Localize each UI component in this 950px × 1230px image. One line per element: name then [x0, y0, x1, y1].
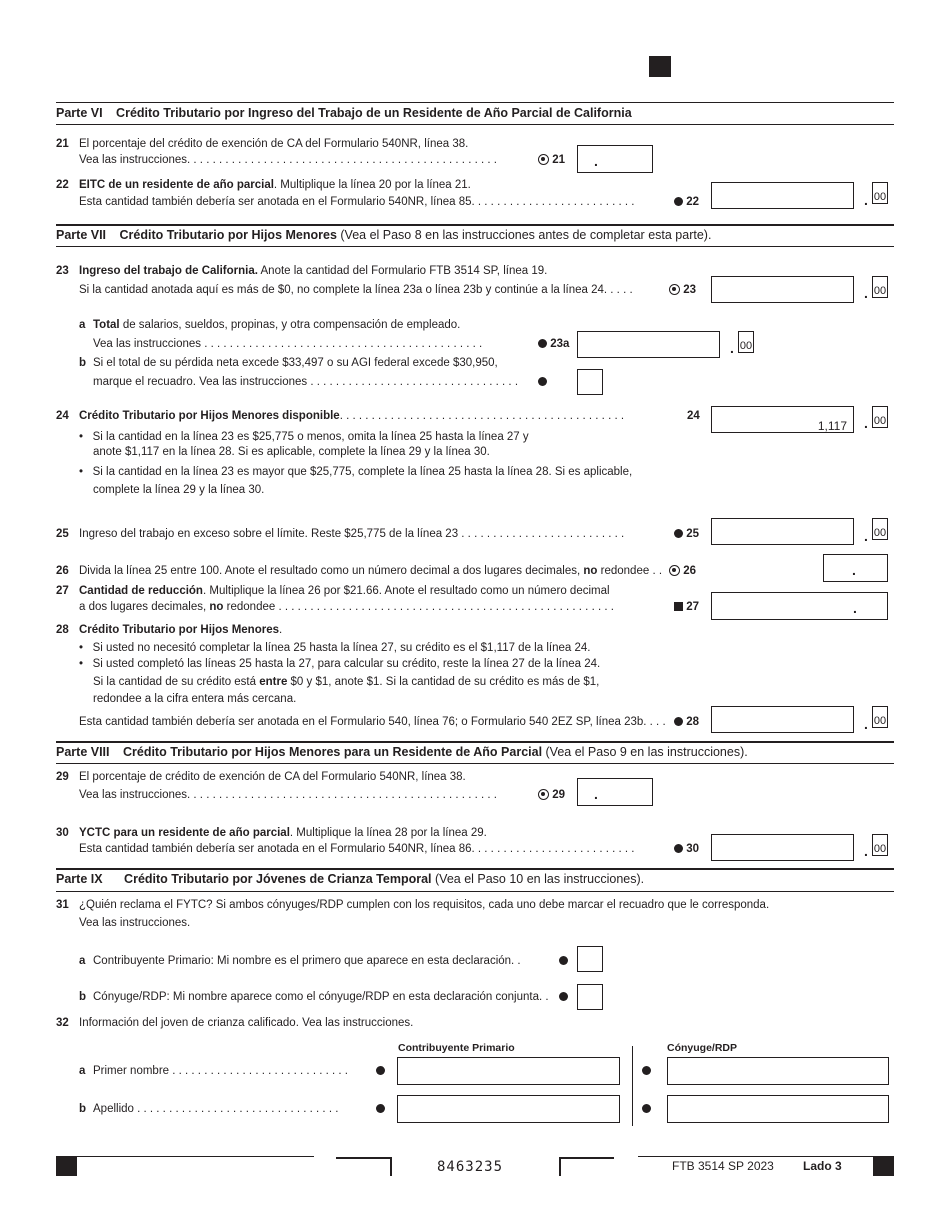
- line-23-input[interactable]: [711, 276, 854, 303]
- line-25-cents: 00: [872, 518, 888, 540]
- line-31-number: 31: [56, 899, 69, 911]
- divider: [56, 246, 894, 247]
- line-28-number: 28: [56, 624, 69, 636]
- target-icon: [538, 154, 549, 165]
- line-26-text: Divida la línea 25 entre 100. Anote el resultado como un número decimal a dos lugares decimales, no redondee . .: [79, 565, 663, 577]
- column-header-spouse: Cónyuge/RDP: [667, 1042, 738, 1054]
- bullet-icon: [674, 529, 683, 538]
- column-divider: [632, 1046, 633, 1126]
- line-22-text1: EITC de un residente de año parcial. Multiplique la línea 20 por la línea 21.: [79, 179, 471, 191]
- line-21-number: 21: [56, 138, 69, 150]
- line-23a-letter: a: [79, 319, 86, 331]
- line-23-text1: Ingreso del trabajo de California. Anote la cantidad del Formulario FTB 3514 SP, línea 19.: [79, 265, 548, 277]
- line-32-text: Información del joven de crianza calificado. Vea las instrucciones.: [79, 1017, 414, 1029]
- line-30-ref: 30: [674, 843, 699, 855]
- line-23-ref: 23: [669, 284, 696, 296]
- line-31-text1: ¿Quién reclama el FYTC? Si ambos cónyuges/RDP cumplen con los requisitos, cada uno debe marcar el recuadro que le corresponda.: [79, 899, 770, 911]
- part8-title: Crédito Tributario por Hijos Menores para un Residente de Año Parcial: [122, 745, 543, 759]
- line-23b-checkbox[interactable]: [577, 369, 603, 395]
- registration-mark: [649, 56, 671, 77]
- decimal-point: .: [852, 562, 856, 578]
- line-32a-text: Primer nombre . . . . . . . . . . . . . . . . . . . . . . . . . . . .: [93, 1065, 348, 1077]
- line-31a-text: Contribuyente Primario: Mi nombre es el primero que aparece en esta declaración. .: [93, 955, 521, 967]
- line-23a-input[interactable]: [577, 331, 720, 358]
- line-22-input[interactable]: [711, 182, 854, 209]
- line-31-text2: Vea las instrucciones.: [79, 917, 191, 929]
- divider: [56, 102, 894, 103]
- line-32b-bullet-spouse: [642, 1103, 651, 1115]
- line-30-text2: Esta cantidad también debería ser anotada en el Formulario 540NR, línea 86. . . . . . . . . . . . . . . . . . . . . . . . . .: [79, 843, 635, 855]
- line-26-number: 26: [56, 565, 69, 577]
- primary-last-name-input[interactable]: [397, 1095, 620, 1123]
- part8-label: Parte VIII: [56, 745, 110, 759]
- line-31a-bullet: [559, 955, 568, 967]
- line-31b-text: Cónyuge/RDP: Mi nombre aparece como el cónyuge/RDP en esta declaración conjunta. .: [93, 991, 549, 1003]
- line-23b-text2: marque el recuadro. Vea las instrucciones . . . . . . . . . . . . . . . . . . . . . . . . . . . . . . . . .: [93, 376, 519, 388]
- target-icon: [669, 284, 680, 295]
- footer-rule: [559, 1157, 614, 1159]
- part9-header: [56, 872, 644, 886]
- page-side: Lado 3: [803, 1159, 842, 1173]
- bullet-icon: [674, 844, 683, 853]
- bullet-icon: [642, 1066, 651, 1075]
- line-25-text: Ingreso del trabajo en exceso sobre el límite. Reste $25,775 de la línea 23 . . . . . . . . . . . . . . . . . . . . . . . . . .: [79, 528, 625, 540]
- barcode-number: 8463235: [437, 1159, 504, 1175]
- line-29-ref: 29: [538, 789, 565, 801]
- line-28-bullet2: • Si usted completó las líneas 25 hasta la 27, para calcular su crédito, reste la línea 27 de la línea 24.: [79, 658, 601, 670]
- line-23a-ref: 23a: [538, 338, 569, 350]
- line-21-text2: Vea las instrucciones. . . . . . . . . . . . . . . . . . . . . . . . . . . . . . . . . . . . . . . . . . . . . . . . .: [79, 154, 497, 166]
- line-21-ref: 21: [538, 154, 565, 166]
- line-29-text1: El porcentaje de crédito de exención de CA del Formulario 540NR, línea 38.: [79, 771, 466, 783]
- line-31b-checkbox[interactable]: [577, 984, 603, 1010]
- footer-bracket: [559, 1157, 561, 1176]
- footer-rule: [638, 1156, 894, 1157]
- bullet-icon: [674, 197, 683, 206]
- part8-note: (Vea el Paso 9 en las instrucciones).: [542, 745, 748, 759]
- line-23b-bullet: [538, 376, 547, 388]
- target-icon: [669, 565, 680, 576]
- target-icon: [538, 789, 549, 800]
- line-30-input[interactable]: [711, 834, 854, 861]
- line-21-text1: El porcentaje del crédito de exención de CA del Formulario 540NR, línea 38.: [79, 138, 469, 150]
- line-28-bullet2c: Si la cantidad de su crédito está entre $0 y $1, anote $1. Si la cantidad de su crédito es más de $1,: [93, 676, 600, 688]
- line-24-cents: 00: [872, 406, 888, 428]
- line-27-number: 27: [56, 585, 69, 597]
- line-23b-letter: b: [79, 357, 87, 369]
- footer-rule: [56, 1156, 314, 1157]
- line-30-number: 30: [56, 827, 69, 839]
- line-29-input[interactable]: [577, 778, 653, 806]
- part9-title: Crédito Tributario por Jóvenes de Crianza Temporal: [124, 872, 432, 886]
- line-24-value-box[interactable]: [711, 406, 854, 433]
- line-32-number: 32: [56, 1017, 69, 1029]
- part6-label: Parte VI: [56, 106, 103, 120]
- line-23a-text1: Total de salarios, sueldos, propinas, y otra compensación de empleado.: [93, 319, 461, 331]
- line-24-bullet1: • Si la cantidad en la línea 23 es $25,775 o menos, omita la línea 25 hasta la línea 27 y: [79, 431, 529, 443]
- line-25-ref: 25: [674, 528, 699, 540]
- part9-label: Parte IX: [56, 872, 103, 886]
- line-23a-text2: Vea las instrucciones . . . . . . . . . . . . . . . . . . . . . . . . . . . . . . . . . . . . . . . . . . . .: [93, 338, 483, 350]
- line-24-text: Crédito Tributario por Hijos Menores disponible. . . . . . . . . . . . . . . . . . . . . . . . . . . . . . . . . . . . . . . . . . . . .: [79, 410, 625, 422]
- line-21-input[interactable]: [577, 145, 653, 173]
- decimal-point: .: [594, 153, 598, 169]
- column-header-primary: Contribuyente Primario: [398, 1042, 515, 1054]
- line-31a-checkbox[interactable]: [577, 946, 603, 972]
- line-23a-cents: 00: [738, 331, 754, 353]
- bullet-icon: [376, 1066, 385, 1075]
- line-29-number: 29: [56, 771, 69, 783]
- bullet-icon: [674, 717, 683, 726]
- part7-title: Crédito Tributario por Hijos Menores: [119, 228, 337, 242]
- decimal-point: .: [864, 285, 868, 301]
- line-24-ref: 24: [687, 410, 700, 422]
- registration-mark: [56, 1156, 77, 1176]
- line-24-number: 24: [56, 410, 69, 422]
- divider: [56, 891, 894, 892]
- line-32a-bullet: [376, 1065, 385, 1077]
- line-23-cents: 00: [872, 276, 888, 298]
- bullet-icon: [559, 956, 568, 965]
- decimal-point: .: [864, 192, 868, 208]
- decimal-point: .: [864, 716, 868, 732]
- line-27-text2: a dos lugares decimales, no redondee . . . . . . . . . . . . . . . . . . . . . . . . . . . . . . . . . . . . . . . . . . . . . . . . . . . . .: [79, 601, 614, 613]
- line-28-text: Esta cantidad también debería ser anotada en el Formulario 540, línea 76; o Formulario 540 2EZ SP, línea 23b. . . .: [79, 716, 666, 728]
- bullet-icon: [538, 339, 547, 348]
- line-25-number: 25: [56, 528, 69, 540]
- part6-header: [56, 106, 632, 120]
- line-31a-letter: a: [79, 955, 86, 967]
- divider: [56, 763, 894, 764]
- line-23b-text1: Si el total de su pérdida neta excede $33,497 o su AGI federal excede $30,950,: [93, 357, 498, 369]
- divider: [56, 868, 894, 870]
- line-30-text1: YCTC para un residente de año parcial. Multiplique la línea 28 por la línea 29.: [79, 827, 487, 839]
- bullet-icon: [559, 992, 568, 1001]
- registration-mark: [873, 1156, 894, 1176]
- decimal-point: .: [864, 528, 868, 544]
- part8-header: [56, 745, 748, 759]
- footer-bracket: [390, 1157, 392, 1176]
- decimal-point: .: [864, 415, 868, 431]
- form-id: FTB 3514 SP 2023: [672, 1159, 774, 1173]
- line-29-text2: Vea las instrucciones. . . . . . . . . . . . . . . . . . . . . . . . . . . . . . . . . . . . . . . . . . . . . . . . .: [79, 789, 497, 801]
- line-31b-bullet: [559, 991, 568, 1003]
- line-24-value: 1,117: [817, 419, 847, 433]
- line-32a-letter: a: [79, 1065, 86, 1077]
- line-25-input[interactable]: [711, 518, 854, 545]
- line-24-bullet2b: complete la línea 29 y la línea 30.: [93, 484, 265, 496]
- line-24-bullet2: • Si la cantidad en la línea 23 es mayor que $25,775, complete la línea 25 hasta la línea 28. Si es aplicable,: [79, 466, 633, 478]
- line-27-text1: Cantidad de reducción. Multiplique la línea 26 por $21.66. Anote el resultado como un número decimal: [79, 585, 610, 597]
- line-28-cents: 00: [872, 706, 888, 728]
- decimal-point: .: [730, 340, 734, 356]
- line-28-input[interactable]: [711, 706, 854, 733]
- line-31b-letter: b: [79, 991, 87, 1003]
- part9-note: (Vea el Paso 10 en las instrucciones).: [431, 872, 645, 886]
- part7-label: Parte VII: [56, 228, 107, 242]
- line-26-ref: 26: [669, 565, 696, 577]
- line-32b-letter: b: [79, 1103, 87, 1115]
- bullet-icon: [642, 1104, 651, 1113]
- line-32b-bullet: [376, 1103, 385, 1115]
- line-22-ref: 22: [674, 196, 699, 208]
- line-22-text2: Esta cantidad también debería ser anotada en el Formulario 540NR, línea 85. . . . . . . . . . . . . . . . . . . . . . . . . .: [79, 196, 635, 208]
- line-23-text2: Si la cantidad anotada aquí es más de $0, no complete la línea 23a o línea 23b y continúe a la línea 24. . . . .: [79, 284, 633, 296]
- part6-title: Crédito Tributario por Ingreso del Trabajo de un Residente de Año Parcial de California: [116, 106, 632, 120]
- line-23-number: 23: [56, 265, 69, 277]
- bullet-icon: [538, 377, 547, 386]
- decimal-point: .: [864, 843, 868, 859]
- primary-first-name-input[interactable]: [397, 1057, 620, 1085]
- divider: [56, 124, 894, 125]
- footer-rule: [336, 1157, 391, 1159]
- line-32a-bullet-spouse: [642, 1065, 651, 1077]
- line-30-cents: 00: [872, 834, 888, 856]
- line-32b-text: Apellido . . . . . . . . . . . . . . . . . . . . . . . . . . . . . . . .: [93, 1103, 339, 1115]
- line-24-bullet1b: anote $1,117 en la línea 28. Si es aplicable, complete la línea 29 y la línea 30.: [93, 446, 490, 458]
- part7-header: [56, 228, 711, 242]
- square-icon: [674, 602, 683, 611]
- spouse-last-name-input[interactable]: [667, 1095, 889, 1123]
- line-27-input[interactable]: [711, 592, 888, 620]
- line-22-cents: 00: [872, 182, 888, 204]
- line-28-bullet2d: redondee a la cifra entera más cercana.: [93, 693, 297, 705]
- line-27-ref: 27: [674, 601, 699, 613]
- decimal-point: .: [594, 786, 598, 802]
- bullet-icon: [376, 1104, 385, 1113]
- line-28-title: Crédito Tributario por Hijos Menores.: [79, 624, 283, 636]
- part7-note: (Vea el Paso 8 en las instrucciones antes de completar esta parte).: [336, 228, 712, 242]
- divider: [56, 224, 894, 226]
- divider: [56, 741, 894, 743]
- spouse-first-name-input[interactable]: [667, 1057, 889, 1085]
- line-22-number: 22: [56, 179, 69, 191]
- line-28-ref: 28: [674, 716, 699, 728]
- line-28-bullet1: • Si usted no necesitó completar la línea 25 hasta la línea 27, su crédito es el $1,117 de la línea 24.: [79, 642, 591, 654]
- decimal-point: .: [853, 600, 857, 616]
